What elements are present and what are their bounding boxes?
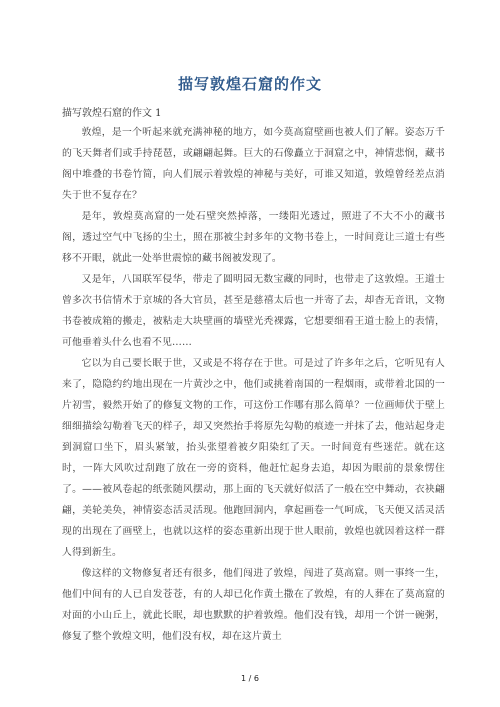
document-title: 描写敦煌石窟的作文 [177,75,322,93]
paragraph: 敦煌，是一个听起来就充满神秘的地方，如今莫高窟壁画也被人们了解。姿态万千的飞天舞者们或手持琵琶，或翩翩起舞。巨大的石像矗立于洞窟之中，神情悲悯，藏书阁中堆叠的书卷竹简，向人们展示着敦煌的神秘与美好，可谁又知道，敦煌曾经差点消失于世不复存在？ [62,127,445,201]
document-subtitle: 描写敦煌石窟的作文 1 [62,108,162,119]
paragraph: 像这样的文物修复者还有很多，他们闯进了敦煌，闯进了莫高窟。则一事终一生，他们中间有的人已自发苍苍，有的人却已化作黄土撒在了敦煌，有的人葬在了莫高窟的对面的小山丘上，就此长眠，却也默默的护着敦煌。他们没有钱，却用一个饼一碗粥，修复了整个敦煌文明，他们没有权，却在这片黄土 [62,568,445,642]
paragraph: 它以为自己要长眠于世，又或是不将存在于世。可是过了许多年之后，它听见有人来了，隐隐约约地出现在一片黄沙之中，他们或挑着南国的一程烟雨，或带着北国的一片初雪，毅然开始了的修复文物的工作，可这份工作哪有那么简单？一位画师伏于壁上细细描绘勾勒着飞天的样子，却又突然抬手将原先勾勒的痕迹一并抹了去，他站起身走到洞窟口坐下，眉头紧皱，抬头张望着被夕阳染红了天。一时间竟有些迷茫。就在这时，一阵大风吹过刮跑了放在一旁的资料，他赶忙起身去追，却因为眼前的景象愣住了。——被风卷起的纸张随风摆动，那上面的飞天就好似活了一般在空中舞动，衣袂翩翩，美轮美奂，神情姿态活灵活现。他跑回洞内，拿起画卷一气呵成，飞天便又活灵活现的出现在了画壁上，也就以这样的姿态重新出现于世人眼前，敦煌也就因着这样一群人得到新生。 [62,358,445,558]
paragraph: 又是年，八国联军侵华，带走了圆明园无数宝藏的同时，也带走了这敦煌。王道士曾多次书信情术于京城的各大官员，甚至是慈禧太后也一并寄了去，却杳无音讯，文物书卷被成箱的搬走，被粘走大块壁画的墙壁光秃裸露，它想要细看王道士脸上的表情，可他垂着头什么也看不见…… [62,274,445,348]
paragraph: 是年，敦煌莫高窟的一处石壁突然掉落，一缕阳光透过，照进了不大不小的藏书阁，透过空气中飞扬的尘土，照在那被尘封多年的文物书卷上，一时间竟让三道士有些移不开眼，就此一处举世震惊的藏书阁被发现了。 [62,211,445,264]
document-body [62,122,445,647]
page-indicator: 1 / 6 [241,674,259,683]
